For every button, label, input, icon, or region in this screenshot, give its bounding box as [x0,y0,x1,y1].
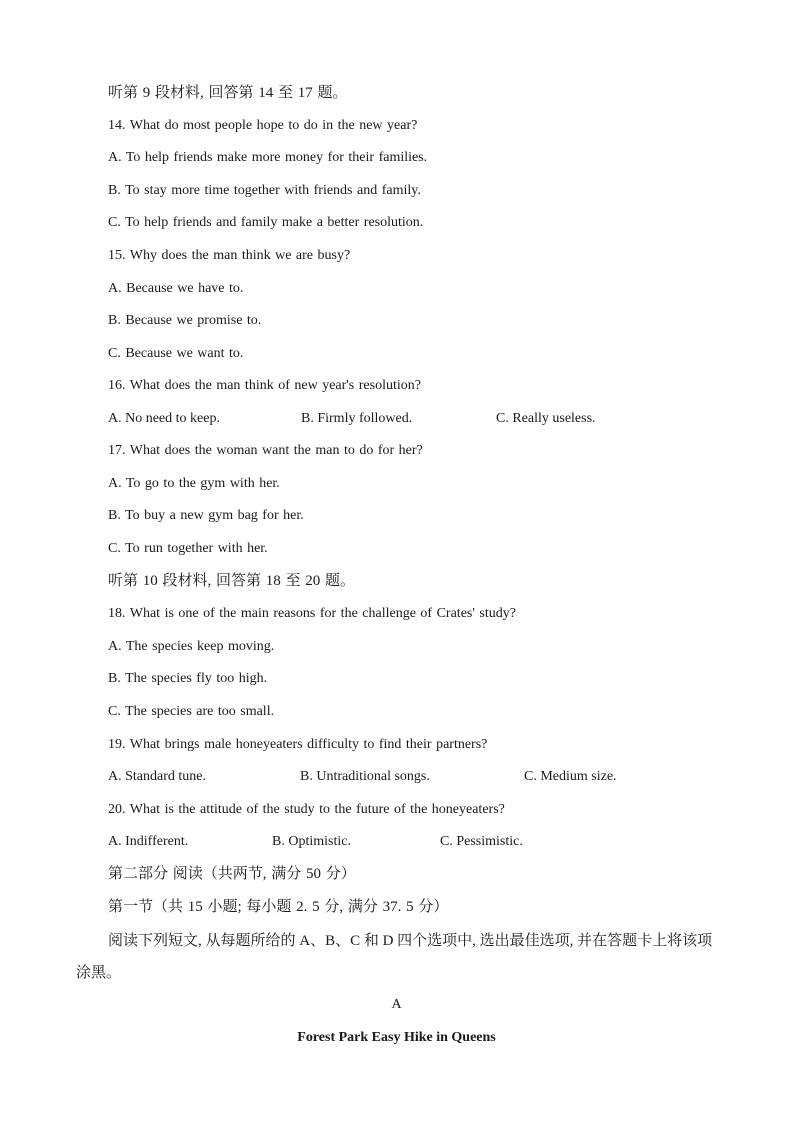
section-one-heading: 第一节（共 15 小题; 每小题 2. 5 分, 满分 37. 5 分） [108,899,449,915]
part-two-heading: 第二部分 阅读（共两节, 满分 50 分） [108,866,356,882]
question-16-option-b: B. Firmly followed. [301,411,413,426]
question-17-option-b: B. To buy a new gym bag for her. [108,508,304,523]
question-14-stem: 14. What do most people hope to do in the new year? [108,118,418,133]
question-20-stem: 20. What is the attitude of the study to the future of the honeyeaters? [108,802,505,817]
question-19-option-c: C. Medium size. [524,769,617,784]
question-20-option-a: A. Indifferent. [108,834,189,849]
question-16-option-c: C. Really useless. [496,411,596,426]
question-15-option-a: A. Because we have to. [108,281,244,296]
question-15-option-b: B. Because we promise to. [108,313,262,328]
question-17-option-a: A. To go to the gym with her. [108,476,280,491]
reading-instructions: 阅读下列短文, 从每题所给的 A、B、C 和 D 四个选项中, 选出最佳选项, 并在答题卡上将该项涂黑。 [76,933,713,981]
question-14-option-a: A. To help friends make more money for their families. [108,150,428,165]
question-16-option-a: A. No need to keep. [108,411,220,426]
passage-title: Forest Park Easy Hike in Queens [297,1030,496,1045]
section-heading-listen9: 听第 9 段材料, 回答第 14 至 17 题。 [108,85,348,101]
question-15-stem: 15. Why does the man think we are busy? [108,248,351,263]
question-18-option-c: C. The species are too small. [108,704,275,719]
question-16-stem: 16. What does the man think of new year's resolution? [108,378,421,393]
question-19-stem: 19. What brings male honeyeaters difficulty to find their partners? [108,737,488,752]
question-18-stem: 18. What is one of the main reasons for the challenge of Crates' study? [108,606,516,621]
question-19-option-a: A. Standard tune. [108,769,206,784]
question-14-option-b: B. To stay more time together with friends and family. [108,183,421,198]
question-17-stem: 17. What does the woman want the man to do for her? [108,443,423,458]
question-18-option-a: A. The species keep moving. [108,639,275,654]
question-15-option-c: C. Because we want to. [108,346,244,361]
section-heading-listen10: 听第 10 段材料, 回答第 18 至 20 题。 [108,573,356,589]
question-14-option-c: C. To help friends and family make a better resolution. [108,215,424,230]
passage-letter: A [391,997,402,1012]
question-20-option-c: C. Pessimistic. [440,834,523,849]
question-18-option-b: B. The species fly too high. [108,671,268,686]
question-20-option-b: B. Optimistic. [272,834,351,849]
question-19-option-b: B. Untraditional songs. [300,769,430,784]
question-17-option-c: C. To run together with her. [108,541,268,556]
